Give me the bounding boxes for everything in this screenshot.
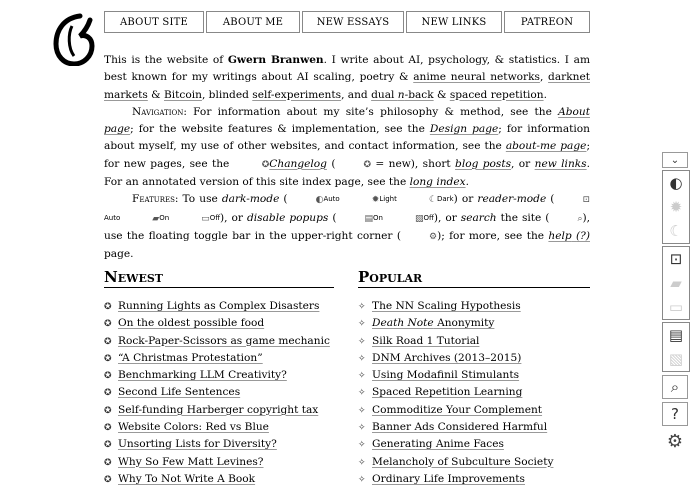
list-item[interactable] <box>358 436 590 453</box>
link-dual-n-back[interactable]: dual n-back <box>371 88 434 101</box>
list-item-link[interactable]: Benchmarking LLM Creativity? <box>118 369 287 382</box>
popups-off-icon: ▧ <box>414 213 424 224</box>
newest-heading: Newest <box>104 268 334 288</box>
new-icon: ✪ <box>363 159 371 170</box>
list-item-link[interactable]: On the oldest possible food <box>118 317 265 330</box>
site-logo[interactable] <box>50 12 98 66</box>
list-item[interactable] <box>104 384 334 401</box>
list-item[interactable] <box>358 333 590 350</box>
settings-icon[interactable]: ⚙ <box>666 430 684 452</box>
link-blog-posts[interactable]: blog posts <box>455 157 512 170</box>
popular-heading: Popular <box>358 268 590 288</box>
list-item[interactable] <box>358 384 590 401</box>
bullet-icon: ✪ <box>104 405 112 416</box>
link-anime-neural-networks[interactable]: anime neural networks <box>413 71 540 84</box>
bullet-icon: ✧ <box>358 319 366 330</box>
bullet-icon: ✧ <box>358 302 366 312</box>
bullet-icon: ✧ <box>358 423 366 434</box>
list-item-link[interactable]: Rock-Paper-Scissors as game mechanic <box>118 334 330 347</box>
floating-toolbar <box>662 152 690 453</box>
light-mode-icon: ✹ <box>371 195 380 206</box>
link-new-links[interactable]: new links <box>534 157 587 170</box>
bullet-icon: ✪ <box>104 440 112 451</box>
reader-toggle-group <box>662 246 690 320</box>
bullet-icon: ✪ <box>104 388 112 399</box>
search-icon: ⌕ <box>577 213 583 224</box>
link-design-page[interactable]: Design page <box>429 123 499 136</box>
nav-new-essays[interactable]: NEW ESSAYS <box>302 11 404 33</box>
bullet-icon: ✧ <box>358 353 366 364</box>
reader-mode-auto-icon: ⊡ <box>582 195 590 206</box>
bullet-icon: ✧ <box>358 336 366 347</box>
bullet-icon: ✧ <box>358 440 366 451</box>
nav-about-me[interactable]: ABOUT ME <box>206 11 300 33</box>
link-darknet-markets[interactable]: darknet markets <box>104 71 590 101</box>
dark-mode-auto-icon: ◐ <box>315 195 324 206</box>
intro-paragraph: This is the website of Gwern Branwen. I write about AI, psychology, & statistics. I am best known for my writings about AI scaling, poetry & anime neural networks, darknet markets & Bitcoin, blinded self-experiments, and dual n-back & spaced repetition. <box>104 54 590 101</box>
link-bitcoin[interactable]: Bitcoin <box>163 88 202 101</box>
bullet-icon: ✪ <box>104 423 112 434</box>
list-item[interactable] <box>358 454 590 471</box>
popups-on-icon: ▤ <box>364 213 373 224</box>
list-item[interactable] <box>104 333 334 350</box>
list-item-link[interactable]: Self-funding Harberger copyright tax <box>118 403 319 416</box>
popular-list <box>358 298 590 488</box>
bullet-icon: ✪ <box>104 353 112 364</box>
list-item[interactable] <box>358 367 590 384</box>
list-item-link[interactable]: Second Life Sentences <box>118 386 241 399</box>
top-navigation <box>104 11 590 33</box>
list-item-link[interactable]: Silk Road 1 Tutorial <box>372 334 480 347</box>
nav-new-links[interactable]: NEW LINKS <box>406 11 502 33</box>
list-item-link[interactable]: Melancholy of Subculture Society <box>372 455 554 468</box>
bullet-icon: ✪ <box>104 336 112 347</box>
list-item[interactable] <box>358 315 590 332</box>
bullet-icon: ✪ <box>104 457 112 468</box>
list-item-link[interactable]: Why To Not Write A Book <box>118 472 256 485</box>
help-icon[interactable]: ? <box>662 402 688 426</box>
list-item-link[interactable]: Unsorting Lists for Diversity? <box>118 438 277 451</box>
list-item-link[interactable]: Running Lights as Complex Disasters <box>118 300 320 312</box>
list-item-link[interactable]: Banner Ads Considered Harmful <box>372 421 548 434</box>
reader-mode-on-icon: ▰ <box>152 213 160 224</box>
reader-mode-on-icon[interactable]: ▰ <box>670 274 682 292</box>
list-item[interactable] <box>104 315 334 332</box>
list-item[interactable] <box>358 350 590 367</box>
reader-mode-off-icon: ▭ <box>201 213 210 224</box>
features-paragraph: Features: To use dark-mode ( ◐Auto ✹Light ☾Dark) or reader-mode ( ⊡Auto ▰On ▭Off), or disable popups ( ▤On ▧Off), or search the site ( ⌕), use the floating toggle bar in the upper-right corner ( ⚙); for more, see the help (?) page. <box>104 193 591 261</box>
author-name: Gwern Branwen <box>227 54 324 66</box>
list-item[interactable] <box>104 402 334 419</box>
navigation-paragraph: Navigation: For information about my site’s philosophy & method, see the About page; for the website features & implementation, see the Design page; for information about myself, my use of other websites, and contact information, see the about-me page; for new pages, see the ✪Changelog ( ✪ = new), short blog posts, or new links. For an annotated version of this site index page, see the long index. <box>104 105 591 189</box>
link-changelog[interactable]: Changelog <box>269 157 327 170</box>
list-item-link[interactable]: Ordinary Life Improvements <box>372 472 525 485</box>
popups-on-icon[interactable]: ▤ <box>668 326 684 344</box>
link-self-experiments[interactable]: self-experiments <box>252 88 342 101</box>
list-item-link[interactable]: Website Colors: Red vs Blue <box>118 421 269 434</box>
bullet-icon: ✪ <box>104 319 112 330</box>
list-item[interactable] <box>358 471 590 488</box>
list-item-link[interactable]: DNM Archives (2013–2015) <box>372 351 522 364</box>
nav-about-site[interactable]: ABOUT SITE <box>104 11 204 33</box>
intro-text <box>104 52 590 264</box>
link-long-index[interactable]: long index <box>409 176 466 189</box>
light-mode-icon[interactable]: ✹ <box>669 198 683 216</box>
bullet-icon: ✪ <box>104 302 112 312</box>
list-item[interactable] <box>358 419 590 436</box>
list-item-link[interactable]: Commoditize Your Complement <box>372 403 543 416</box>
popups-off-icon[interactable]: ▧ <box>668 350 684 368</box>
reader-mode-off-icon[interactable]: ▭ <box>668 298 684 316</box>
bullet-icon: ✧ <box>358 405 366 416</box>
bullet-icon: ✪ <box>104 474 112 485</box>
list-item[interactable] <box>358 298 590 315</box>
dark-mode-auto-icon[interactable]: ◐ <box>669 174 683 192</box>
link-help[interactable]: help (?) <box>548 229 590 242</box>
list-item[interactable] <box>104 436 334 453</box>
list-item[interactable] <box>358 402 590 419</box>
bullet-icon: ✧ <box>358 457 366 468</box>
link-about-me-page[interactable]: about-me page <box>505 140 587 153</box>
list-item-link[interactable]: “A Christmas Protestation” <box>118 351 263 364</box>
list-item-link[interactable]: Why So Few Matt Levines? <box>118 455 264 468</box>
list-item[interactable] <box>104 367 334 384</box>
link-spaced-repetition[interactable]: spaced repetition <box>449 88 544 101</box>
list-item[interactable] <box>104 298 334 315</box>
search-icon[interactable]: ⌕ <box>662 375 688 399</box>
newest-list <box>104 298 334 488</box>
list-item-link[interactable]: Death Note Anonymity <box>372 317 495 330</box>
settings-icon: ⚙ <box>429 231 438 242</box>
list-item[interactable] <box>104 419 334 436</box>
link-about-page[interactable]: About page <box>104 105 590 136</box>
list-item[interactable] <box>104 454 334 471</box>
list-item-link[interactable]: Generating Anime Faces <box>372 438 504 451</box>
list-item-link[interactable]: Spaced Repetition Learning <box>372 386 523 399</box>
bullet-icon: ✧ <box>358 371 366 382</box>
bullet-icon: ✪ <box>104 371 112 382</box>
popup-toggle-group <box>662 322 690 372</box>
list-item-link[interactable]: The NN Scaling Hypothesis <box>372 300 521 312</box>
bullet-icon: ✧ <box>358 474 366 485</box>
bullet-icon: ✧ <box>358 388 366 399</box>
list-item[interactable] <box>104 350 334 367</box>
theme-toggle-group <box>662 170 690 244</box>
list-item-link[interactable]: Using Modafinil Stimulants <box>372 369 520 382</box>
reader-mode-auto-icon[interactable]: ⊡ <box>669 250 683 268</box>
nav-patreon[interactable]: PATREON <box>504 11 590 33</box>
collapse-toolbar-icon[interactable]: ⌄ <box>662 152 688 168</box>
list-item[interactable] <box>104 471 334 488</box>
dark-mode-icon[interactable]: ☾ <box>669 222 683 240</box>
new-icon: ✪ <box>261 159 270 170</box>
dark-mode-icon: ☾ <box>428 195 437 206</box>
